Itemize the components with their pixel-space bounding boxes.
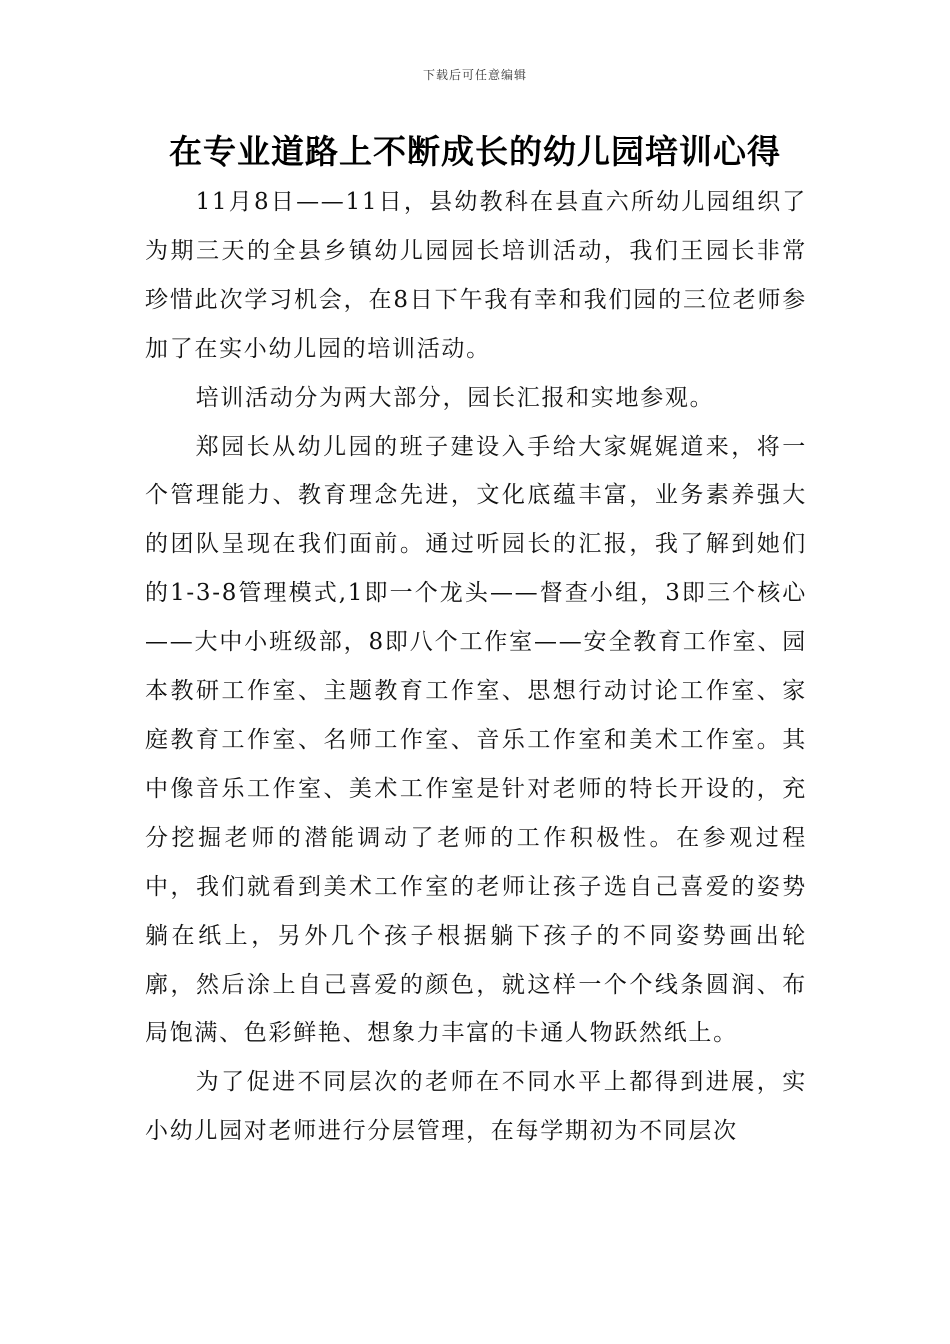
paragraph-3: 郑园长从幼儿园的班子建设入手给大家娓娓道来，将一个管理能力、教育理念先进，文化底蕴丰富，业务素养强大的团队呈现在我们面前。通过听园长的汇报，我了解到她们的1-3-8管理模式,1即一个龙头——督查小组，3即三个核心——大中小班级部，8即八个工作室——安全教育工作室、园本教研工作室、主题教育工作室、思想行动讨论工作室、家庭教育工作室、名师工作室、音乐工作室和美术工作室。其中像音乐工作室、美术工作室是针对老师的特长开设的，充分挖掘老师的潜能调动了老师的工作积极性。在参观过程中，我们就看到美术工作室的老师让孩子选自己喜爱的姿势躺在纸上，另外几个孩子根据躺下孩子的不同姿势画出轮廓，然后涂上自己喜爱的颜色，就这样一个个线条圆润、布局饱满、色彩鲜艳、想象力丰富的卡通人物跃然纸上。 xyxy=(145,433,807,1047)
paragraph-4: 为了促进不同层次的老师在不同水平上都得到进展，实小幼儿园对老师进行分层管理，在每学期初为不同层次 xyxy=(145,1069,807,1145)
paragraph-2: 培训活动分为两大部分，园长汇报和实地参观。 xyxy=(195,384,715,411)
header-note: 下载后可任意编辑 xyxy=(422,68,527,82)
document-body xyxy=(145,178,807,1156)
paragraph-1: 11月8日——11日，县幼教科在县直六所幼儿园组织了为期三天的全县乡镇幼儿园园长培训活动，我们王园长非常珍惜此次学习机会，在8日下午我有幸和我们园的三位老师参加了在实小幼儿园的培训活动。 xyxy=(145,189,807,362)
document-title: 在专业道路上不断成长的幼儿园培训心得 xyxy=(169,132,781,171)
